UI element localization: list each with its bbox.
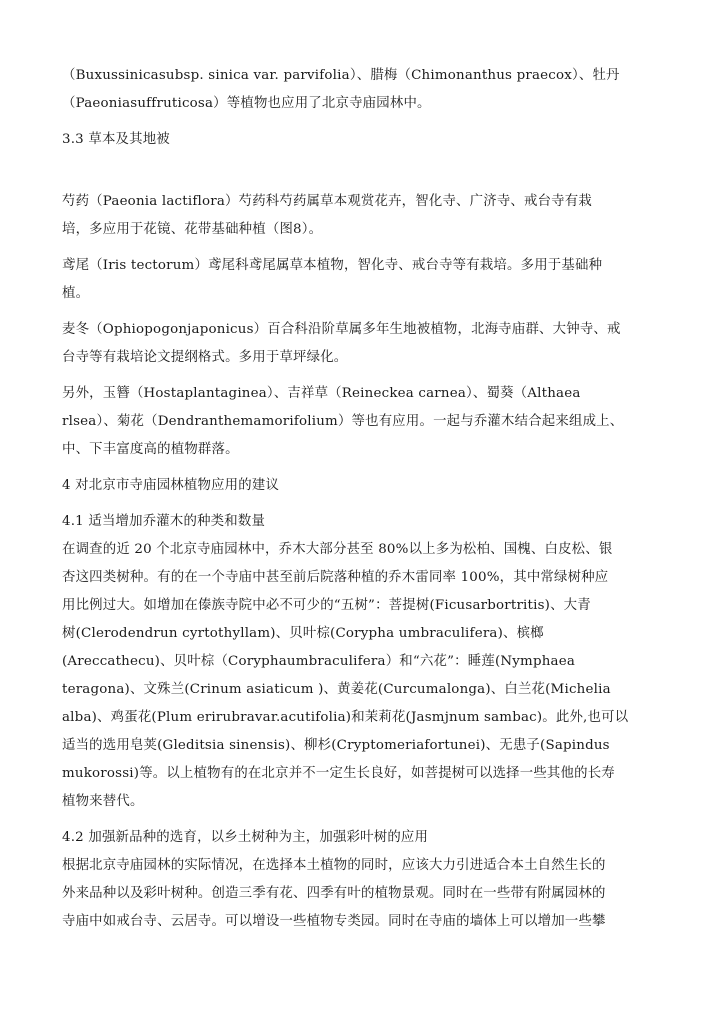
section-heading-4-2: 4.2 加强新品种的选育，以乡土树种为主，加强彩叶树的应用 — [62, 830, 429, 845]
paragraph-shrubs-continued: （Buxussinicasubsp. sinica var. parvifolia）、腊梅（Chimonanthus praecox）、牡丹 （Paeoniasuffruticosa）等植物也应用了北京寺庙园林中。 — [62, 68, 620, 111]
section-heading-4-1: 4.1 适当增加乔灌木的种类和数量 — [62, 514, 266, 529]
paragraph-paeonia: 芍药（Paeonia lactiflora）芍药科芍药属草本观赏花卉，智化寺、广济寺、戒台寺有栽 培，多应用于花镜、花带基础种植（图8）。 — [62, 194, 592, 237]
paragraph-other-plants: 另外，玉簪（Hostaplantaginea）、吉祥草（Reineckea carnea）、蜀葵（Althaea rlsea）、菊花（Dendranthemamorifolium）等也有应用。一起与乔灌木结合起来组成上、 中、下丰富度高的植物群落。 — [62, 386, 624, 457]
paragraph-iris: 鸢尾（Iris tectorum）鸢尾科鸢尾属草本植物，智化寺、戒台寺等有栽培。多用于基础种 植。 — [62, 258, 603, 301]
section-heading-3-3: 3.3 草本及其地被 — [62, 132, 170, 147]
paragraph-new-varieties: 根据北京寺庙园林的实际情况，在选择本土植物的同时，应该大力引进适合本土自然生长的 外来品种以及彩叶树种。创造三季有花、四季有叶的植物景观。同时在一些带有附属园林的 寺庙中如戒台寺、云居寺。可以增设一些植物专类园。同时在寺庙的墙体上可以增加一些攀 — [62, 858, 606, 929]
section-heading-4: 4 对北京市寺庙园林植物应用的建议 — [62, 478, 280, 493]
paragraph-trees-shrubs: 在调查的近 20 个北京寺庙园林中，乔木大部分甚至 80%以上多为松柏、国槐、白皮松、银 杏这四类树种。有的在一个寺庙中甚至前后院落种植的乔木雷同率 100%，其中常绿树种应 用比例过大。如增加在傣族寺院中必不可少的“五树”：菩提树(Ficusarbortritis)、大青 树(Clerodendrun cyrtothyllam)、贝叶棕(Corypha umbraculifera)、槟榔 (Areccathecu)、贝叶棕（Coryphaumbraculifera）和“六花”：睡莲(Nymphaea teragona)、文殊兰(Crinum asiaticum )、黄姜花(Curcumalonga)、白兰花(Michelia alba)、鸡蛋花(Plum erirubravar.acutifolia)和茉莉花(Jasmjnum sambac)。此外,也可以 适当的选用皂荚(Gleditsia sinensis)、柳杉(Cryptomeriafortunei)、无患子(Sapindus mukorossi)等。以上植物有的在北京并不一定生长良好，如菩提树可以选择一些其他的长寿 植物来替代。 — [62, 542, 629, 809]
document-page — [62, 62, 662, 936]
paragraph-ophiopogon: 麦冬（Ophiopogonjaponicus）百合科沿阶草属多年生地被植物，北海寺庙群、大钟寺、戒 台寺等有栽培论文提纲格式。多用于草坪绿化。 — [62, 322, 621, 365]
